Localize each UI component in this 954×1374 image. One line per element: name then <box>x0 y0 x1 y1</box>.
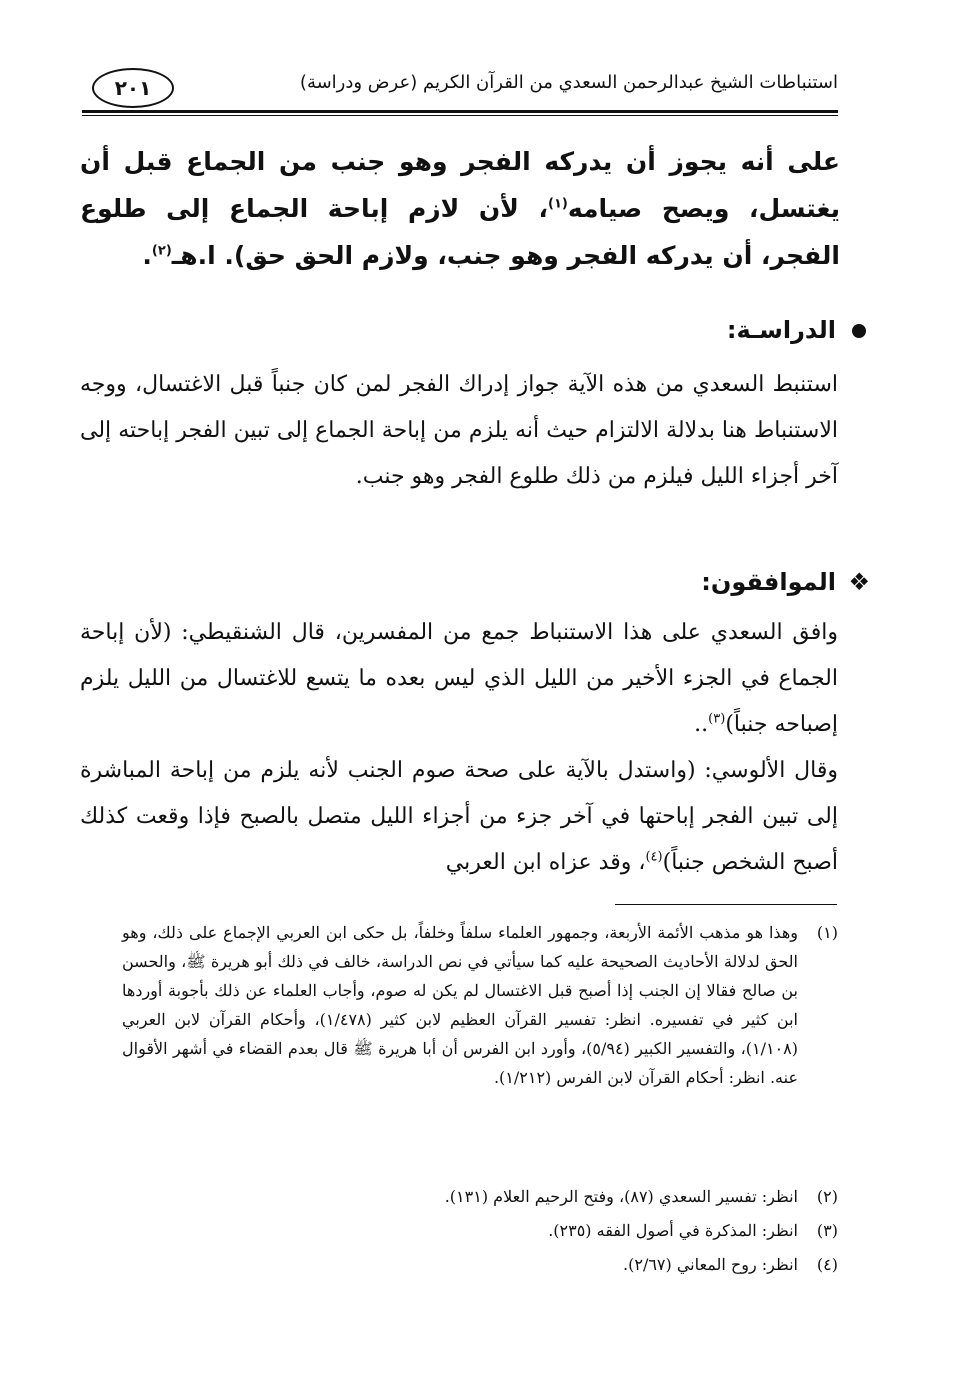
intro-text: على أنه يجوز أن يدركه الفجر وهو جنب من الجماع قبل أن يغتسل، ويصح صيامه <box>80 147 840 223</box>
agreeing-heading: الموافقون: <box>701 568 836 596</box>
study-paragraph: استنبط السعدي من هذه الآية جواز إدراك الفجر لمن كان جنباً قبل الاغتسال، ووجه الاستنباط هنا بدلالة الالتزام حيث أنه يلزم من إباحة الجماع إلى تبين الفجر إباحته إلى آخر أجزاء الليل فيلزم من ذلك طلوع الفجر وهو جنب. <box>80 372 838 489</box>
footnote-number: (٤) <box>816 1255 838 1274</box>
header-rule <box>82 110 838 113</box>
footnote-number: (٢) <box>816 1187 838 1206</box>
agreeing-paragraph-2-end: ، وقد عزاه ابن العربي <box>445 850 646 875</box>
agreeing-paragraph-1-text: وافق السعدي على هذا الاستنباط جمع من المفسرين، قال الشنقيطي: (لأن إباحة الجماع في الجزء الأخير من الليل الذي ليس بعده ما يتسع للاغتسال من الليل يلزم إصباحه جنباً) <box>80 620 838 737</box>
intro-end: . <box>142 241 152 270</box>
agreeing-paragraph-2 <box>80 748 838 886</box>
footnote-text: انظر: روح المعاني (٢/٦٧). <box>623 1255 798 1274</box>
page-header <box>82 64 838 116</box>
diamond-ornament-icon: ❖ <box>848 568 870 596</box>
bullet-icon <box>852 324 866 338</box>
agreeing-paragraph-1-end: .. <box>694 712 709 737</box>
agreeing-paragraph-1 <box>80 610 838 748</box>
footnote-ref-4: (٤) <box>645 849 663 865</box>
intro-paragraph <box>80 138 840 279</box>
intro-text-2: ، لأن لازم إباحة الجماع إلى طلوع الفجر، أن يدركه الفجر وهو جنب، ولازم الحق حق). ا.هـ <box>80 194 840 270</box>
page-number: ٢٠١ <box>92 68 174 108</box>
study-heading: الدراسـة: <box>726 316 836 344</box>
footnote-text: انظر: المذكرة في أصول الفقه (٢٣٥). <box>548 1221 798 1240</box>
footnote-ref-1: (١) <box>547 196 568 212</box>
agreeing-paragraph-2-text: وقال الألوسي: (واستدل بالآية على صحة صوم الجنب لأنه يلزم من إباحة المباشرة إلى تبين الفجر إباحتها في آخر جزء من أجزاء الليل متصل بالصبح فإذا وقعت كذلك أصبح الشخص جنباً) <box>80 758 838 875</box>
footnote-text: وهذا هو مذهب الأئمة الأربعة، وجمهور العلماء سلفاً وخلفاً، بل حكى ابن العربي الإجماع على ذلك، وهو الحق لدلالة الأحاديث الصحيحة عليه كما سيأتي في نص الدراسة، خالف في ذلك أبو هريرة ﷺ، والحسن بن صالح فقالا إن الجنب إذا أصبح قبل الاغتسال لم يكن له صوم، وأجاب العلماء عن ذلك بأجوبة أوردها ابن كثير في تفسيره. انظر: تفسير القرآن العظيم لابن كثير (١/٤٧٨)، وأحكام القرآن لابن العربي (١/١٠٨)، والتفسير الكبير (٥/٩٤)، وأورد ابن الفرس أن أبا هريرة ﷺ قال بعدم القضاء في أشهر الأقوال عنه. انظر: أحكام القرآن لابن الفرس (١/٢١٢). <box>122 923 798 1087</box>
footnote-number: (٣) <box>816 1221 838 1240</box>
footnote-separator <box>615 904 837 905</box>
footnote-ref-2: (٢) <box>151 243 172 259</box>
running-title: استنباطات الشيخ عبدالرحمن السعدي من القرآن الكريم (عرض ودراسة) <box>299 72 838 93</box>
footnote-ref-3: (٣) <box>708 711 726 727</box>
footnote-number: (١) <box>816 923 838 942</box>
footnote-text: انظر: تفسير السعدي (٨٧)، وفتح الرحيم العلام (١٣١). <box>444 1187 798 1206</box>
header-rule-thin <box>82 115 838 116</box>
